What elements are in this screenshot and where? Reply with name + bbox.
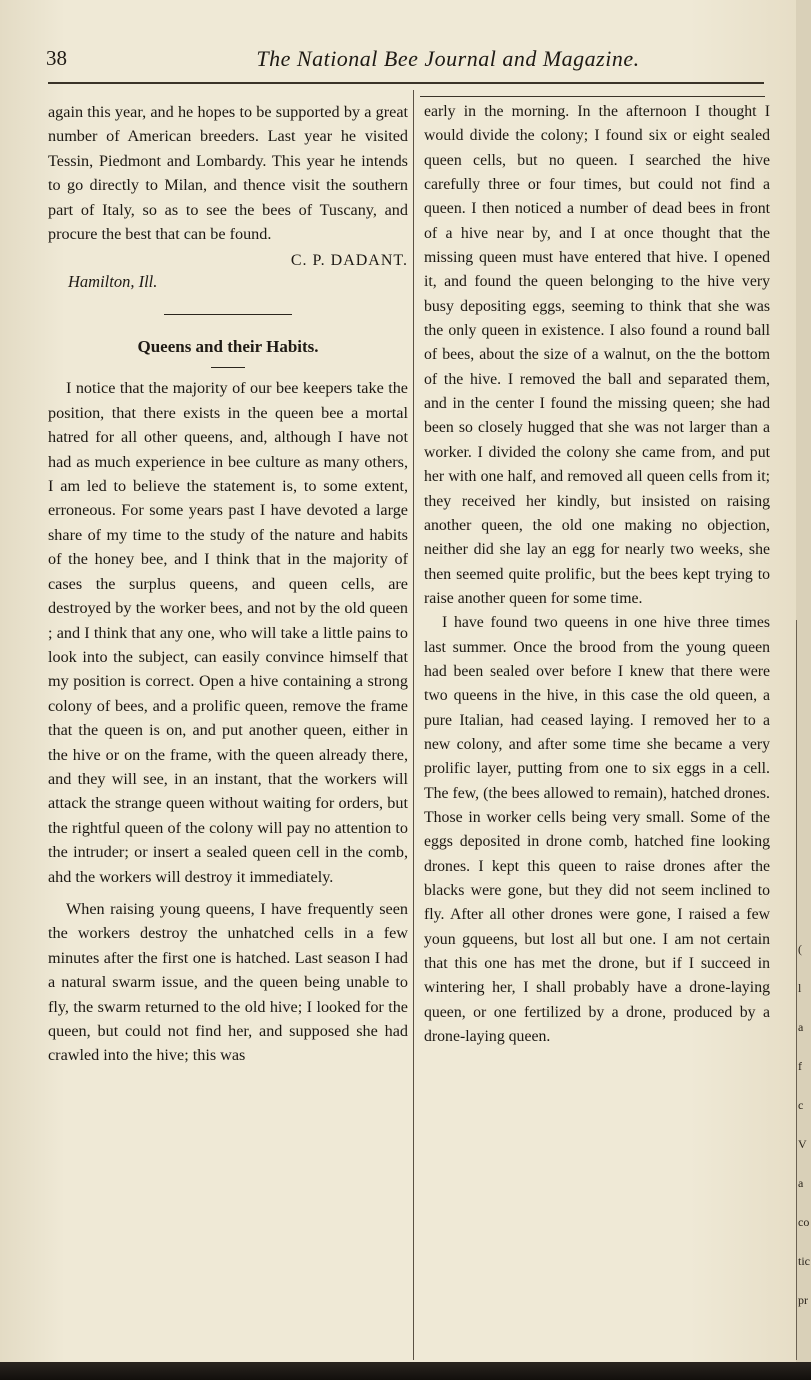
author-location: Hamilton, Ill. (68, 272, 158, 292)
page-header (38, 42, 778, 82)
right-column (424, 100, 770, 1049)
scan-bottom-edge (0, 1362, 811, 1380)
article-paragraph: When raising young queens, I have frequently seen the workers destroy the unhatched cells in a few minutes after the first one is hatched. Last season I had a natural swarm issue, and the queen being unable to fly, the swarm returned to the old hive; I looked for the queen, but could not find her, and supposed she had crawled into the hive; this was (48, 899, 408, 1065)
section-divider (164, 314, 292, 315)
edge-fragment: c (798, 1098, 804, 1112)
column-top-rule (420, 96, 765, 97)
article-paragraph: I have found two queens in one hive three times last summer. Once the brood from the young queen had been sealed over before I knew that there were two queens in the hive, in this case the old queen, a pure Italian, had ceased laying. I removed her to a new colony, and after some time she became a very prolific layer, putting from one to six eggs in a cell. The few, (the bees allowed to remain), hatched drones. Those in worker cells being very small. Some of the eggs deposited in drone comb, hatched fine looking drones. I kept this queen to raise drones after the blacks were gone, but they did not seem inclined to fly. After all other drones were gone, I raised a few youn gqueens, but lost all but one. I am not certain that this one has met the drone, but if I succeed in wintering her, I shall probably have a drone-laying queen, or one fertilized by a drone, produced by a drone-laying queen. (424, 614, 770, 1046)
article-title: Queens and their Habits. (137, 337, 319, 357)
author-signature: C. P. DADANT. (290, 252, 408, 270)
edge-fragment: V (798, 1137, 807, 1151)
edge-fragment: co (798, 1215, 810, 1229)
edge-fragment: a (798, 1176, 804, 1190)
edge-fragment: a (798, 1020, 804, 1034)
edge-fragment: tic (798, 1254, 810, 1268)
edge-fragment: pr (798, 1293, 808, 1307)
article-paragraph: early in the morning. In the afternoon I thought I would divide the colony; I found six or eight sealed queen cells, but no queen. I searched the hive carefully three or four times, but could not find a queen. I then noticed a number of dead bees in front of a hive near by, and I at once thought that the missing queen must have entered that hive. I opened it, and found the queen belonging to the hive very busy depositing eggs, seeming to think that she was the only queen in existence. I also found a round ball of bees, about the size of a walnut, on the the bottom of the hive. I removed the ball and separated them, and in the center I found the missing queen; she had been so closely hugged that she was not larger than a worker. I divided the colony she came from, and put her with one half, and removed all queen cells from it; they received her kindly, but insisted on raising another queen, the old one making no objection, neither did she lay an egg for nearly two weeks, she then seemed quite prolific, but the bees kept trying to raise another queen for some time. (424, 103, 770, 607)
page-number: 38 (46, 46, 67, 70)
edge-fragment: l (798, 981, 802, 995)
edge-fragment: ( (798, 942, 802, 956)
adjacent-page-fragments (798, 930, 811, 1320)
running-title: The National Bee Journal and Magazine. (256, 46, 640, 71)
continuation-paragraph: again this year, and he hopes to be supported by a great number of American breeders. Last year he visited Tessin, Piedmont and Lombardy. This year he intends to go directly to Milan, and thence visit the southern part of Italy, so as to see the bees of Tuscany, and procure the best that can be found. (48, 103, 408, 244)
column-divider (413, 90, 414, 1360)
left-column (48, 100, 408, 1068)
article-paragraph: I notice that the majority of our bee keepers take the position, that there exists in the queen bee a mortal hatred for all other queens, and, although I have not had as much experience in bee culture as many others, I am led to believe the statement is, to some extent, erroneous. For some years past I have devoted a large share of my time to the study of the nature and habits of the honey bee, and I think that in the majority of cases the surplus queens, and queen cells, are destroyed by the worker bees, and not by the old queen ; and I think that any one, who will take a little pains to look into the subject, can easily convince himself that my position is correct. Open a hive containing a strong colony of bees, and a prolific queen, remove the frame that the queen is on, and put another queen, either in the hive or on the frame, with the queen already there, and they will see, in an instant, that the workers will attack the strange queen without waiting for orders, but the rightful queen of the colony will pay no attention to the intruder; or insert a sealed queen cell in the comb, ahd the workers will destroy it immediately. (48, 379, 408, 886)
edge-fragment: f (798, 1059, 802, 1073)
header-rule (48, 82, 764, 84)
title-underline (211, 367, 245, 368)
adjacent-page-rule (796, 620, 797, 1360)
